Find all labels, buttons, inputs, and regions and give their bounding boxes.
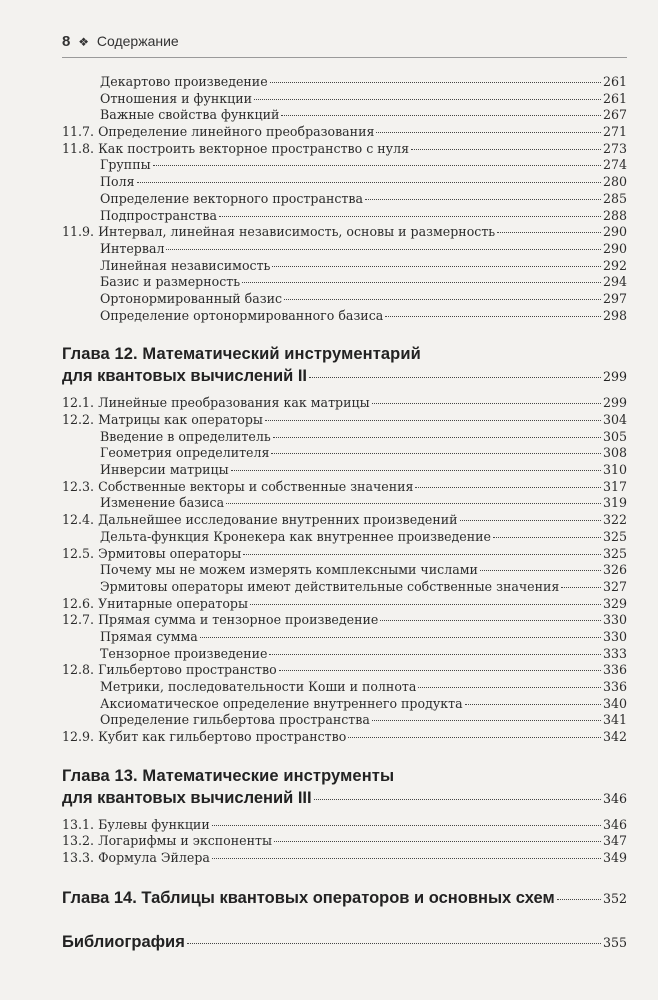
table-of-contents	[62, 74, 627, 961]
chapter-title: Глава 14. Таблицы квантовых операторов и основных схем	[62, 888, 555, 907]
toc-entry[interactable]	[62, 495, 627, 512]
toc-entry[interactable]	[62, 850, 627, 867]
toc-entry-text: Гильбертово пространство	[98, 662, 277, 678]
toc-entry-text: Дельта-функция Кронекера как внутреннее произведение	[100, 528, 492, 544]
toc-entry[interactable]	[62, 157, 627, 174]
toc-entry-number: 12.9.	[62, 729, 95, 745]
leader-dots	[411, 149, 601, 150]
toc-entry[interactable]	[62, 629, 627, 646]
toc-entry[interactable]	[62, 462, 627, 479]
toc-entry-number: 12.5.	[62, 545, 95, 561]
toc-entry[interactable]	[62, 107, 627, 124]
toc-entry-page: 322	[602, 512, 627, 528]
toc-entry-title	[100, 74, 268, 91]
running-title: Содержание	[96, 33, 179, 49]
chapter-page: 346	[602, 790, 627, 806]
toc-entry-title	[100, 579, 559, 596]
toc-group-chapter-13	[62, 817, 627, 867]
toc-entry-text: Как построить векторное пространство с нуля	[98, 140, 410, 156]
toc-entry-page: 342	[602, 729, 627, 745]
toc-entry-text: Аксиоматическое определение внутреннего продукта	[100, 695, 463, 711]
toc-entry-title	[100, 274, 240, 291]
toc-entry-page: 349	[602, 850, 627, 866]
toc-entry-text: Интервал, линейная независимость, основы и размерность	[98, 224, 496, 240]
leader-dots	[460, 520, 601, 521]
toc-entry-page: 330	[602, 612, 627, 628]
toc-entry[interactable]	[62, 174, 627, 191]
toc-entry-text: Определение ортонормированного базиса	[100, 307, 384, 323]
toc-entry-text: Поля	[100, 174, 135, 190]
toc-entry-text: Изменение базиса	[100, 495, 225, 511]
leader-dots	[226, 503, 601, 504]
bibliography-title: Библиография	[62, 932, 185, 951]
ornament-icon: ❖	[78, 35, 89, 49]
toc-entry-page: 294	[602, 274, 627, 290]
toc-entry-text: Введение в определитель	[100, 428, 271, 444]
toc-entry-number: 13.3.	[62, 850, 95, 866]
leader-dots	[212, 858, 601, 859]
toc-entry-title	[100, 629, 198, 646]
toc-entry-title	[100, 462, 229, 479]
toc-entry-page: 273	[602, 140, 627, 156]
chapter-title-line1: Глава 13. Математические инструменты	[62, 766, 395, 785]
toc-entry-title	[100, 429, 271, 446]
toc-entry-text: Метрики, последовательности Коши и полнота	[100, 679, 417, 694]
toc-entry-text: Кубит как гильбертово пространство	[98, 729, 347, 745]
toc-entry-text: Почему мы не можем измерять комплексными числами	[100, 562, 478, 578]
toc-entry-title	[100, 562, 478, 579]
toc-entry-title	[62, 612, 378, 629]
toc-entry-title	[100, 241, 164, 258]
toc-group-chapter-12	[62, 395, 627, 745]
leader-dots	[243, 554, 601, 555]
leader-dots	[493, 537, 601, 538]
leader-dots	[212, 825, 601, 826]
toc-entry-title	[100, 291, 282, 308]
toc-entry-title	[100, 529, 491, 546]
toc-entry-text: Собственные векторы и собственные значения	[98, 478, 414, 494]
page-header	[62, 33, 627, 58]
toc-entry-page: 267	[602, 107, 627, 123]
toc-entry-text: Базис и размерность	[100, 274, 241, 290]
toc-entry[interactable]	[62, 445, 627, 462]
toc-entry-page: 280	[602, 174, 627, 190]
leader-dots	[265, 420, 601, 421]
toc-entry-title	[62, 124, 374, 141]
toc-entry-title	[62, 850, 210, 867]
toc-entry-page: 347	[602, 833, 627, 849]
toc-entry-title	[62, 141, 409, 158]
leader-dots	[385, 316, 601, 317]
chapter-13-heading[interactable]	[62, 765, 627, 810]
toc-entry[interactable]	[62, 679, 627, 696]
bibliography-page: 355	[602, 934, 627, 950]
toc-entry-title	[100, 174, 135, 191]
leader-dots	[274, 841, 601, 842]
toc-entry-number: 12.1.	[62, 395, 95, 411]
leader-dots	[480, 570, 601, 571]
toc-entry[interactable]	[62, 274, 627, 291]
leader-dots	[271, 453, 601, 454]
toc-entry-page: 288	[602, 207, 627, 223]
toc-entry-title	[62, 479, 413, 496]
toc-entry-text: Интервал	[100, 240, 165, 256]
toc-entry-title	[62, 224, 495, 241]
toc-entry-text: Линейная независимость	[100, 257, 271, 273]
toc-entry-number: 11.8.	[62, 140, 95, 156]
toc-entry-title	[62, 512, 458, 529]
toc-entry-page: 305	[602, 428, 627, 444]
toc-entry-title	[62, 596, 248, 613]
toc-entry-number: 12.2.	[62, 412, 95, 427]
toc-entry-number: 11.7.	[62, 124, 95, 140]
toc-entry-title	[100, 258, 270, 275]
toc-entry-title	[100, 679, 416, 696]
toc-entry-page: 319	[602, 495, 627, 511]
toc-entry-text: Прямая сумма	[100, 628, 198, 644]
chapter-title-line2: для квантовых вычислений II	[62, 367, 308, 386]
toc-entry-page: 285	[602, 190, 627, 206]
toc-entry-page: 325	[602, 528, 627, 544]
toc-entry[interactable]	[62, 729, 627, 746]
leader-dots	[231, 470, 601, 471]
leader-dots	[269, 654, 600, 655]
toc-entry-title	[100, 191, 363, 208]
toc-entry-page: 261	[602, 74, 627, 89]
chapter-page: 299	[602, 369, 627, 385]
toc-entry-text: Подпространства	[100, 207, 217, 223]
toc-entry-title	[62, 729, 346, 746]
toc-entry[interactable]	[62, 662, 627, 679]
toc-entry-number: 13.2.	[62, 833, 95, 849]
chapter-title-line2: для квантовых вычислений III	[62, 788, 312, 807]
toc-entry-text: Группы	[100, 157, 151, 173]
toc-entry-number: 13.1.	[62, 816, 95, 832]
toc-entry-page: 326	[602, 562, 627, 578]
toc-entry-page: 308	[602, 445, 627, 461]
toc-entry-text: Ортонормированный базис	[100, 290, 283, 306]
leader-dots	[309, 377, 601, 378]
toc-entry[interactable]	[62, 646, 627, 663]
toc-entry-text: Геометрия определителя	[100, 445, 270, 461]
toc-entry-page: 274	[602, 157, 627, 173]
toc-entry-title	[62, 662, 277, 679]
toc-entry-page: 317	[602, 478, 627, 494]
toc-entry-title	[100, 712, 370, 729]
toc-entry-page: 271	[602, 124, 627, 140]
toc-entry-page: 290	[602, 224, 627, 240]
toc-entry-page: 304	[602, 412, 627, 427]
toc-entry-number: 12.7.	[62, 612, 95, 628]
toc-entry-page: 330	[602, 628, 627, 644]
leader-dots	[254, 99, 601, 100]
chapter-12-heading[interactable]	[62, 343, 627, 388]
leader-dots	[279, 670, 601, 671]
toc-entry-title	[100, 445, 269, 462]
toc-entry-title	[100, 696, 463, 713]
leader-dots	[376, 132, 601, 133]
chapter-title-line1: Глава 12. Математический инструментарий	[62, 345, 421, 364]
toc-entry-text: Эрмитовы операторы имеют действительные собственные значения	[100, 578, 560, 594]
toc-entry-text: Дальнейшее исследование внутренних произведений	[98, 512, 458, 528]
toc-entry-page: 327	[602, 578, 627, 594]
toc-entry-page: 290	[602, 240, 627, 256]
leader-dots	[380, 620, 601, 621]
toc-entry[interactable]	[62, 224, 627, 241]
toc-entry[interactable]	[62, 579, 627, 596]
toc-entry-number: 12.6.	[62, 595, 95, 611]
toc-entry-text: Линейные преобразования как матрицы	[98, 395, 370, 411]
toc-entry-title	[62, 395, 370, 412]
toc-entry-title	[62, 817, 210, 834]
toc-entry-page: 310	[602, 462, 627, 478]
toc-entry-page: 346	[602, 816, 627, 832]
leader-dots	[137, 182, 601, 183]
toc-entry-text: Определение векторного пространства	[100, 190, 363, 206]
toc-entry-page: 336	[602, 679, 627, 694]
toc-entry-text: Тензорное произведение	[100, 645, 268, 661]
toc-entry-number: 12.3.	[62, 478, 95, 494]
toc-entry-text: Инверсии матрицы	[100, 462, 229, 478]
leader-dots	[418, 687, 601, 688]
leader-dots	[372, 720, 601, 721]
toc-entry[interactable]	[62, 208, 627, 225]
toc-entry-text: Прямая сумма и тензорное произведение	[98, 612, 379, 628]
leader-dots	[557, 899, 601, 900]
toc-entry-page: 325	[602, 545, 627, 561]
toc-entry-text: Эрмитовы операторы	[98, 545, 242, 561]
toc-entry-page: 341	[602, 712, 627, 728]
toc-entry-title	[62, 546, 241, 563]
toc-entry[interactable]	[62, 712, 627, 729]
toc-entry[interactable]	[62, 529, 627, 546]
chapter-page: 352	[602, 890, 627, 906]
leader-dots	[415, 487, 600, 488]
leader-dots	[270, 82, 601, 83]
leader-dots	[314, 799, 601, 800]
toc-entry-text: Унитарные операторы	[98, 595, 248, 611]
leader-dots	[348, 737, 601, 738]
toc-entry-page: 298	[602, 307, 627, 323]
toc-entry[interactable]	[62, 258, 627, 275]
leader-dots	[187, 943, 601, 944]
toc-entry-title	[62, 833, 272, 850]
toc-entry[interactable]	[62, 512, 627, 529]
toc-entry[interactable]	[62, 562, 627, 579]
toc-entry-title	[100, 91, 252, 108]
toc-entry[interactable]	[62, 308, 627, 325]
toc-entry[interactable]	[62, 596, 627, 613]
toc-entry[interactable]	[62, 141, 627, 158]
toc-entry-text: Определение линейного преобразования	[98, 124, 375, 140]
toc-group-chapter-11	[62, 74, 627, 324]
toc-entry-number: 11.9.	[62, 224, 95, 240]
leader-dots	[272, 266, 601, 267]
leader-dots	[284, 299, 601, 300]
toc-entry-text: Декартово произведение	[100, 74, 268, 89]
toc-entry-title	[100, 208, 217, 225]
toc-entry-text: Логарифмы и экспоненты	[98, 833, 272, 849]
chapter-14-heading[interactable]	[62, 887, 627, 910]
toc-entry[interactable]	[62, 74, 627, 91]
toc-entry-title	[100, 107, 279, 124]
toc-entry-page: 329	[602, 595, 627, 611]
toc-entry-title	[62, 412, 263, 429]
toc-entry-title	[100, 646, 267, 663]
toc-entry-text: Матрицы как операторы	[98, 412, 263, 427]
leader-dots	[273, 437, 601, 438]
toc-entry[interactable]	[62, 241, 627, 258]
toc-entry-page: 340	[602, 695, 627, 711]
toc-entry-page: 333	[602, 645, 627, 661]
toc-entry-text: Определение гильбертова пространства	[100, 712, 370, 728]
toc-entry-page: 299	[602, 395, 627, 411]
leader-dots	[166, 249, 600, 250]
leader-dots	[281, 115, 601, 116]
leader-dots	[365, 199, 601, 200]
toc-entry-number: 12.8.	[62, 662, 95, 678]
toc-entry[interactable]	[62, 191, 627, 208]
toc-entry[interactable]	[62, 91, 627, 108]
toc-entry[interactable]	[62, 612, 627, 629]
toc-entry-title	[100, 157, 151, 174]
leader-dots	[497, 232, 601, 233]
toc-entry-page: 261	[602, 90, 627, 106]
leader-dots	[465, 704, 601, 705]
toc-entry[interactable]	[62, 291, 627, 308]
toc-entry[interactable]	[62, 817, 627, 834]
toc-entry-page: 336	[602, 662, 627, 678]
toc-entry-text: Формула Эйлера	[98, 850, 210, 866]
toc-entry-page: 292	[602, 257, 627, 273]
toc-entry[interactable]	[62, 412, 627, 429]
toc-entry[interactable]	[62, 395, 627, 412]
leader-dots	[200, 637, 601, 638]
toc-entry[interactable]	[62, 833, 627, 850]
bibliography-heading[interactable]	[62, 931, 627, 954]
toc-entry-page: 297	[602, 290, 627, 306]
toc-entry-title	[100, 495, 224, 512]
toc-entry-text: Булевы функции	[98, 816, 210, 832]
toc-entry[interactable]	[62, 124, 627, 141]
leader-dots	[561, 587, 601, 588]
page-number: 8	[62, 33, 71, 50]
toc-entry[interactable]	[62, 479, 627, 496]
toc-entry-title	[100, 308, 383, 325]
leader-dots	[372, 403, 601, 404]
leader-dots	[219, 216, 601, 217]
toc-entry-number: 12.4.	[62, 512, 95, 528]
leader-dots	[242, 282, 601, 283]
toc-entry[interactable]	[62, 429, 627, 446]
toc-entry-text: Важные свойства функций	[100, 107, 280, 123]
toc-entry[interactable]	[62, 696, 627, 713]
toc-entry[interactable]	[62, 546, 627, 563]
leader-dots	[250, 604, 601, 605]
toc-entry-text: Отношения и функции	[100, 90, 252, 106]
leader-dots	[153, 165, 601, 166]
